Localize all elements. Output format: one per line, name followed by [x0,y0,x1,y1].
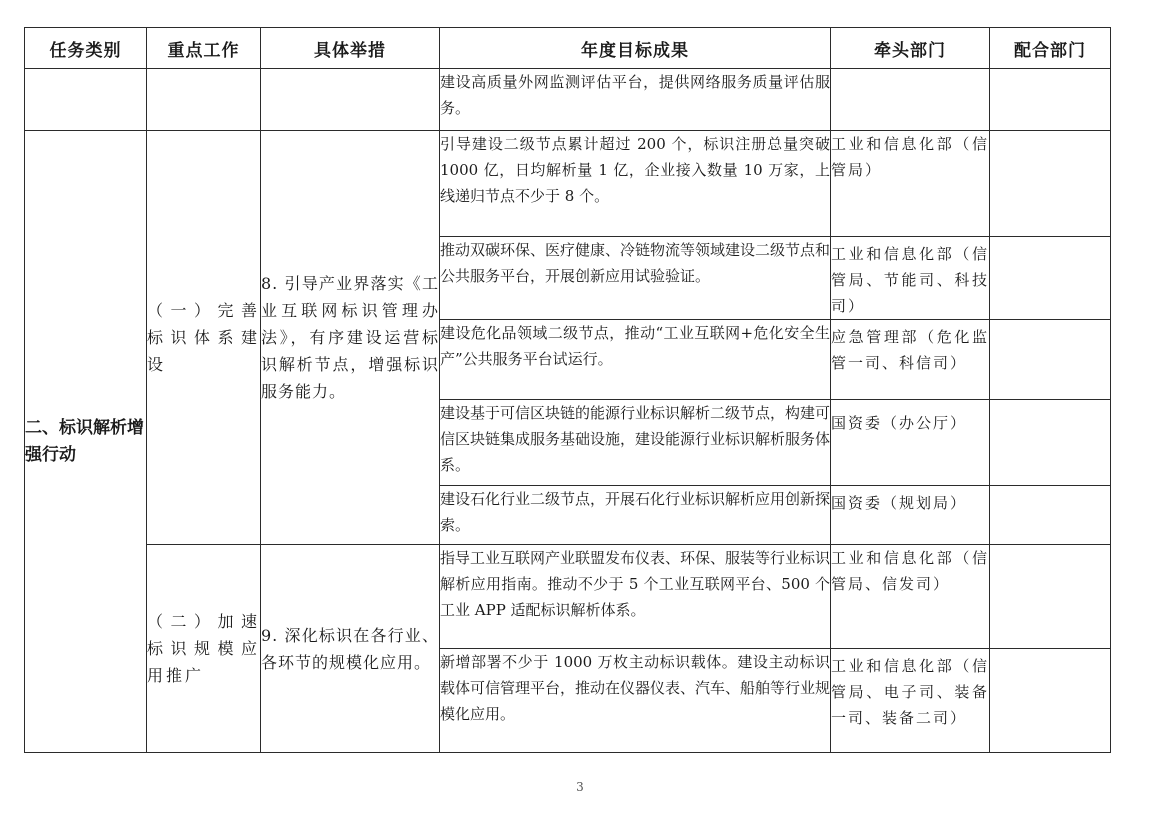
coop-dept-cell [990,131,1111,237]
coop-dept-cell [990,649,1111,753]
lead-dept-cell: 国资委（办公厅） [831,400,990,486]
header-lead-dept: 牵头部门 [831,28,990,69]
annual-goal-cell: 推动双碳环保、医疗健康、冷链物流等领域建设二级节点和公共服务平台，开展创新应用试验验证。 [440,237,831,320]
table-header-row [25,28,1111,69]
lead-dept-cell [831,69,990,131]
coop-dept-cell [990,320,1111,400]
coop-dept-cell [990,237,1111,320]
annual-goal-cell: 引导建设二级节点累计超过 200 个，标识注册总量突破 1000 亿，日均解析量 1 亿，企业接入数量 10 万家，上线递归节点不少于 8 个。 [440,131,831,237]
key-work-cell: （一）完善标识体系建设 [147,131,261,545]
empty-cell [25,69,147,131]
page-number: 3 [576,780,584,794]
header-task-category: 任务类别 [25,28,147,69]
coop-dept-cell [990,486,1111,545]
header-coop-dept: 配合部门 [990,28,1111,69]
lead-dept-cell: 工业和信息化部（信管局、电子司、装备一司、装备二司） [831,649,990,753]
coop-dept-cell [990,545,1111,649]
header-annual-goal: 年度目标成果 [440,28,831,69]
annual-goal-cell: 指导工业互联网产业联盟发布仪表、环保、服装等行业标识解析应用指南。推动不少于 5 个工业互联网平台、500 个工业 APP 适配标识解析体系。 [440,545,831,649]
lead-dept-cell: 应急管理部（危化监管一司、科信司） [831,320,990,400]
key-work-cell: （二）加速标识规模应用推广 [147,545,261,753]
coop-dept-cell [990,400,1111,486]
action-plan-table [24,27,1111,753]
table-row [25,545,1111,649]
empty-cell [261,69,440,131]
measure-cell: 9. 深化标识在各行业、各环节的规模化应用。 [261,545,440,753]
header-key-work: 重点工作 [147,28,261,69]
table-row [25,131,1111,237]
annual-goal-cell: 建设基于可信区块链的能源行业标识解析二级节点，构建可信区块链集成服务基础设施，建设能源行业标识解析服务体系。 [440,400,831,486]
header-measures: 具体举措 [261,28,440,69]
table-row [25,69,1111,131]
lead-dept-cell: 工业和信息化部（信管局、信发司） [831,545,990,649]
annual-goal-cell: 建设石化行业二级节点，开展石化行业标识解析应用创新探索。 [440,486,831,545]
lead-dept-cell: 工业和信息化部（信管局、节能司、科技司） [831,237,990,320]
lead-dept-cell: 国资委（规划局） [831,486,990,545]
annual-goal-cell: 新增部署不少于 1000 万枚主动标识载体。建设主动标识载体可信管理平台，推动在仪器仪表、汽车、船舶等行业规模化应用。 [440,649,831,753]
measure-cell: 8. 引导产业界落实《工业互联网标识管理办法》，有序建设运营标识解析节点，增强标识服务能力。 [261,131,440,545]
annual-goal-cell: 建设危化品领域二级节点，推动“工业互联网+危化安全生产”公共服务平台试运行。 [440,320,831,400]
lead-dept-cell: 工业和信息化部（信管局） [831,131,990,237]
annual-goal-cell: 建设高质量外网监测评估平台，提供网络服务质量评估服务。 [440,69,831,131]
empty-cell [147,69,261,131]
task-category-cell: 二、标识解析增强行动 [25,131,147,753]
coop-dept-cell [990,69,1111,131]
